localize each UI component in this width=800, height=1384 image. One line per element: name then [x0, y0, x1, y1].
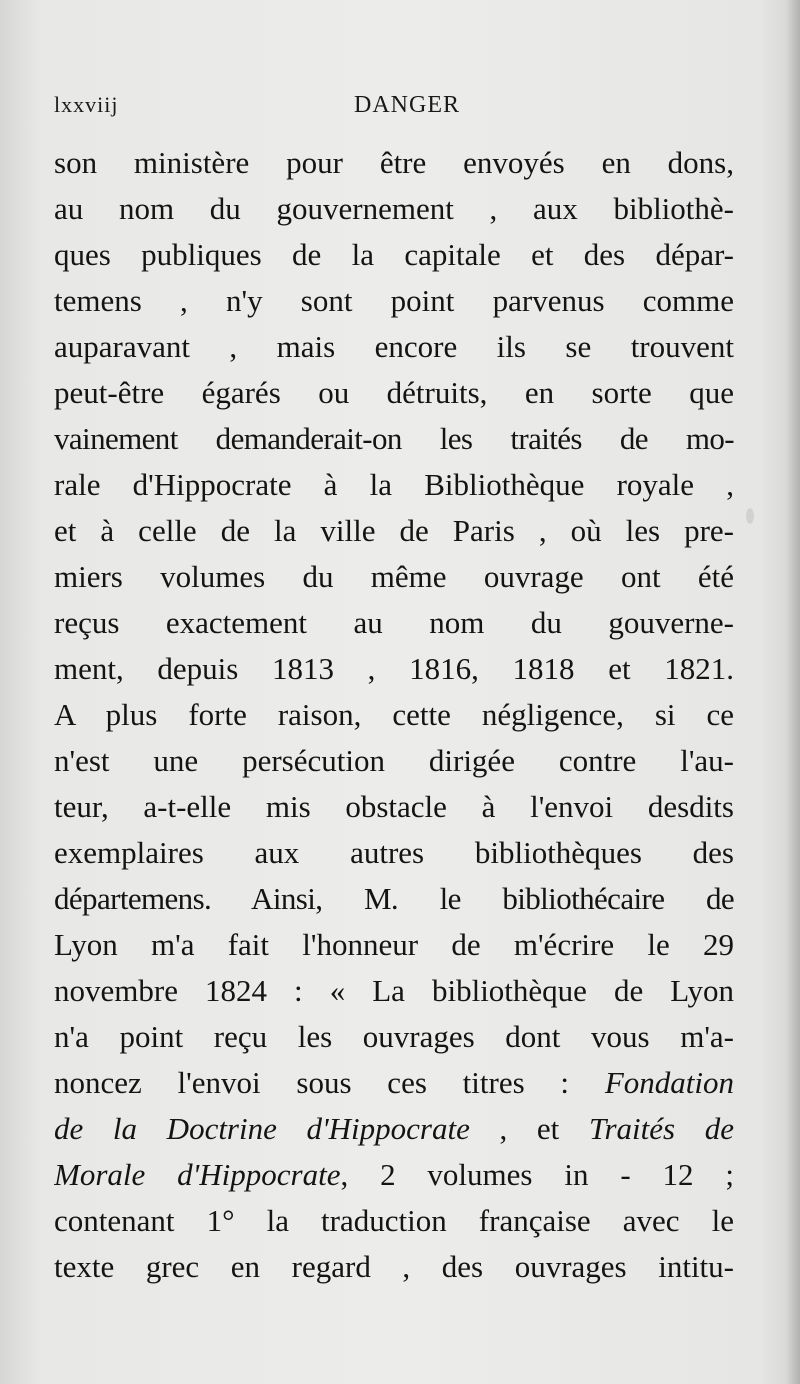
text-line-3: ques publiques de la capitale et des dépar-: [54, 237, 734, 272]
text-line-17: départemens. Ainsi, M. le bibliothécaire de: [54, 881, 734, 916]
text-line-9: et à celle de la ville de Paris , où les pre-: [54, 513, 734, 548]
text-line-23: [54, 1152, 734, 1198]
text-line-19: novembre 1824 : « La bibliothèque de Lyon: [54, 973, 734, 1008]
italic-title-morale: Morale d'Hippocrate: [54, 1157, 341, 1192]
text-line-6: peut-être égarés ou détruits, en sorte que: [54, 375, 734, 410]
text-line-14: n'est une persécution dirigée contre l'au-: [54, 743, 734, 778]
text-line-21-roman: noncez l'envoi sous ces titres :: [54, 1065, 605, 1100]
text-line-21: [54, 1060, 734, 1106]
italic-title-doctrine: de la Doctrine d'Hippocrate: [54, 1111, 470, 1146]
ink-smudge: [746, 508, 754, 524]
text-line-4: temens , n'y sont point parvenus comme: [54, 283, 734, 318]
text-line-16: exemplaires aux autres bibliothèques des: [54, 835, 734, 870]
text-line-15: teur, a-t-elle mis obstacle à l'envoi desdits: [54, 789, 734, 824]
running-head: [54, 92, 734, 132]
text-line-8: rale d'Hippocrate à la Bibliothèque royale ,: [54, 467, 734, 502]
body-text: [54, 140, 734, 1290]
text-line-7: vainement demanderait-on les traités de mo-: [54, 421, 734, 456]
italic-title-fondation: Fondation: [604, 1065, 734, 1100]
text-line-24: contenant 1° la traduction française avec le: [54, 1203, 734, 1238]
italic-title-traites: Traités de: [588, 1111, 734, 1146]
text-line-1: son ministère pour être envoyés en dons,: [54, 145, 734, 180]
text-line-23-roman: , 2 volumes in - 12 ;: [340, 1157, 734, 1192]
running-title: DANGER: [354, 92, 460, 118]
text-line-2: au nom du gouvernement , aux bibliothè-: [54, 191, 734, 226]
text-line-22: [54, 1106, 734, 1152]
text-line-25: texte grec en regard , des ouvrages intitu-: [54, 1249, 734, 1284]
page-number: lxxviij: [54, 92, 119, 117]
text-line-20: n'a point reçu les ouvrages dont vous m'a-: [54, 1019, 734, 1054]
text-line-5: auparavant , mais encore ils se trouvent: [54, 329, 734, 364]
text-line-12: ment, depuis 1813 , 1816, 1818 et 1821.: [54, 651, 734, 686]
text-line-22-roman: , et: [469, 1111, 589, 1146]
text-line-13: A plus forte raison, cette négligence, si ce: [54, 697, 734, 732]
text-line-18: Lyon m'a fait l'honneur de m'écrire le 29: [54, 927, 734, 962]
text-line-10: miers volumes du même ouvrage ont été: [54, 559, 734, 594]
text-line-11: reçus exactement au nom du gouverne-: [54, 605, 734, 640]
